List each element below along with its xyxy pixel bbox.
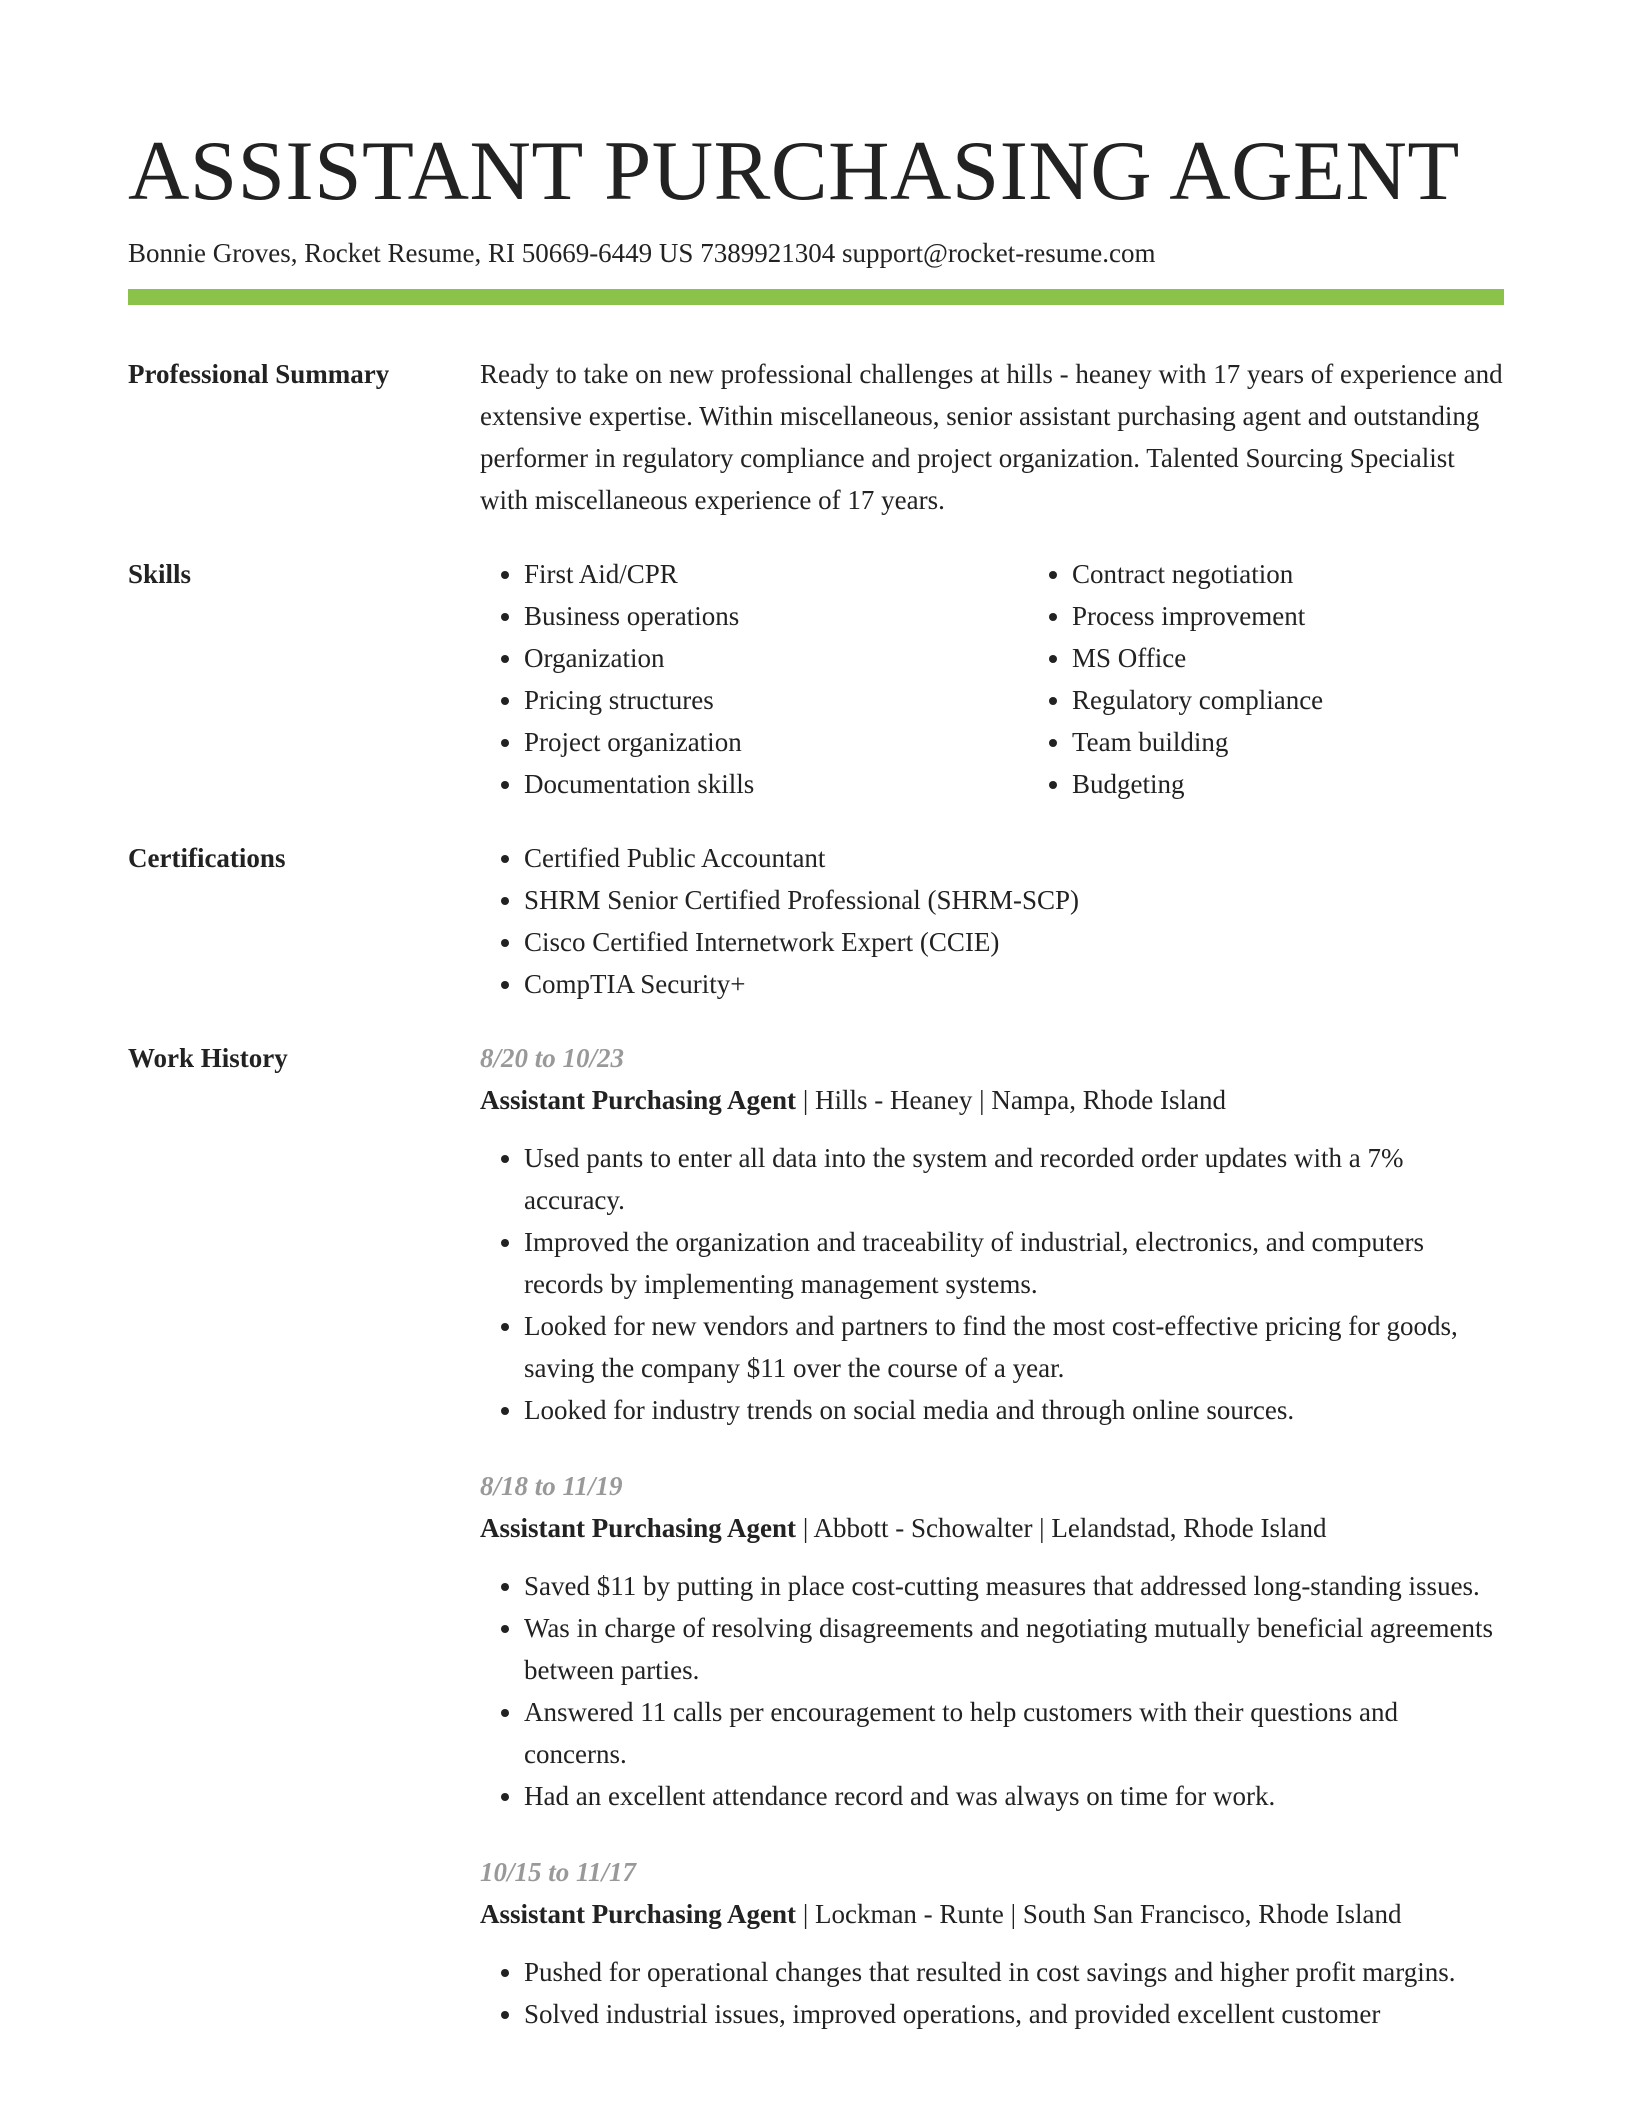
certifications-heading: Certifications xyxy=(128,843,286,873)
work-history-section xyxy=(128,1037,1504,2035)
resume-title: ASSISTANT PURCHASING AGENT xyxy=(128,124,1460,218)
skill-item: • MS Office xyxy=(1072,637,1576,679)
job-bullets xyxy=(480,1951,1504,2035)
job-bullet: • Pushed for operational changes that resulted in cost savings and higher profit margins. xyxy=(524,1951,1504,1993)
skills-list-right xyxy=(1028,553,1576,805)
certification-item: • SHRM Senior Certified Professional (SHRM-SCP) xyxy=(524,879,1504,921)
job-bullet: • Answered 11 calls per encouragement to help customers with their questions and concerns. xyxy=(524,1691,1504,1775)
job-title-line xyxy=(480,1507,1504,1549)
job-bullet: • Was in charge of resolving disagreements and negotiating mutually beneficial agreements between parties. xyxy=(524,1607,1504,1691)
contact-name-address: Bonnie Groves, Rocket Resume, RI 50669-6449 US xyxy=(128,238,694,268)
skill-item: • Business operations xyxy=(524,595,1028,637)
job-bullet: • Saved $11 by putting in place cost-cutting measures that addressed long-standing issues. xyxy=(524,1565,1504,1607)
skill-item: • Regulatory compliance xyxy=(1072,679,1576,721)
job-title: Assistant Purchasing Agent xyxy=(480,1899,797,1929)
job-details: | Hills - Heaney | Nampa, Rhode Island xyxy=(796,1085,1227,1115)
skill-item: • Documentation skills xyxy=(524,763,1028,805)
certifications-list xyxy=(480,837,1504,1005)
job-bullets xyxy=(480,1137,1504,1431)
job-details: | Abbott - Schowalter | Lelandstad, Rhode Island xyxy=(796,1513,1327,1543)
contact-phone: 7389921304 xyxy=(700,238,836,268)
work-history-heading: Work History xyxy=(128,1043,288,1073)
job-bullet: • Had an excellent attendance record and was always on time for work. xyxy=(524,1775,1504,1817)
summary-text: Ready to take on new professional challenges at hills - heaney with 17 years of experience and extensive expertise. Within miscellaneous, senior assistant purchasing agent and outstanding performer in regulatory compliance and project organization. Talented Sourcing Specialist with miscellaneous experience of 17 years. xyxy=(480,359,1503,515)
certification-item: • Cisco Certified Internetwork Expert (CCIE) xyxy=(524,921,1504,963)
job-dates: 8/20 to 10/23 xyxy=(480,1043,625,1073)
job-dates: 10/15 to 11/17 xyxy=(480,1857,637,1887)
skill-item: • Process improvement xyxy=(1072,595,1576,637)
certification-item: • CompTIA Security+ xyxy=(524,963,1504,1005)
job-bullet: • Used pants to enter all data into the system and recorded order updates with a 7% accuracy. xyxy=(524,1137,1504,1221)
job-title: Assistant Purchasing Agent xyxy=(480,1085,797,1115)
skill-item: • Team building xyxy=(1072,721,1576,763)
job-bullet: • Looked for new vendors and partners to find the most cost-effective pricing for goods, saving the company $11 over the course of a year. xyxy=(524,1305,1504,1389)
job-entry xyxy=(480,1037,1504,1431)
skills-section xyxy=(128,553,1504,805)
skill-item: • Project organization xyxy=(524,721,1028,763)
job-dates: 8/18 to 11/19 xyxy=(480,1471,623,1501)
job-bullet: • Improved the organization and traceability of industrial, electronics, and computers records by implementing management systems. xyxy=(524,1221,1504,1305)
job-bullet: • Looked for industry trends on social media and through online sources. xyxy=(524,1389,1504,1431)
job-details: | Lockman - Runte | South San Francisco, Rhode Island xyxy=(796,1899,1402,1929)
skill-item: • First Aid/CPR xyxy=(524,553,1028,595)
skill-item: • Pricing structures xyxy=(524,679,1028,721)
contact-email[interactable]: support@rocket-resume.com xyxy=(841,238,1156,268)
skills-heading: Skills xyxy=(128,559,192,589)
certification-item: • Certified Public Accountant xyxy=(524,837,1504,879)
job-entry xyxy=(480,1851,1504,2035)
skill-item: • Organization xyxy=(524,637,1028,679)
job-title-line xyxy=(480,1893,1504,1935)
job-title: Assistant Purchasing Agent xyxy=(480,1513,797,1543)
job-bullet: • Solved industrial issues, improved operations, and provided excellent customer xyxy=(524,1993,1504,2035)
header-accent-rule xyxy=(128,289,1504,305)
certifications-section xyxy=(128,837,1504,1005)
job-bullets xyxy=(480,1565,1504,1817)
summary-section xyxy=(128,353,1504,521)
contact-line xyxy=(128,235,1504,271)
skill-item: • Budgeting xyxy=(1072,763,1576,805)
job-entry xyxy=(480,1465,1504,1817)
resume-page xyxy=(128,0,1504,2035)
skills-list-left xyxy=(480,553,1028,805)
job-title-line xyxy=(480,1079,1504,1121)
summary-heading: Professional Summary xyxy=(128,359,390,389)
skill-item: • Contract negotiation xyxy=(1072,553,1576,595)
